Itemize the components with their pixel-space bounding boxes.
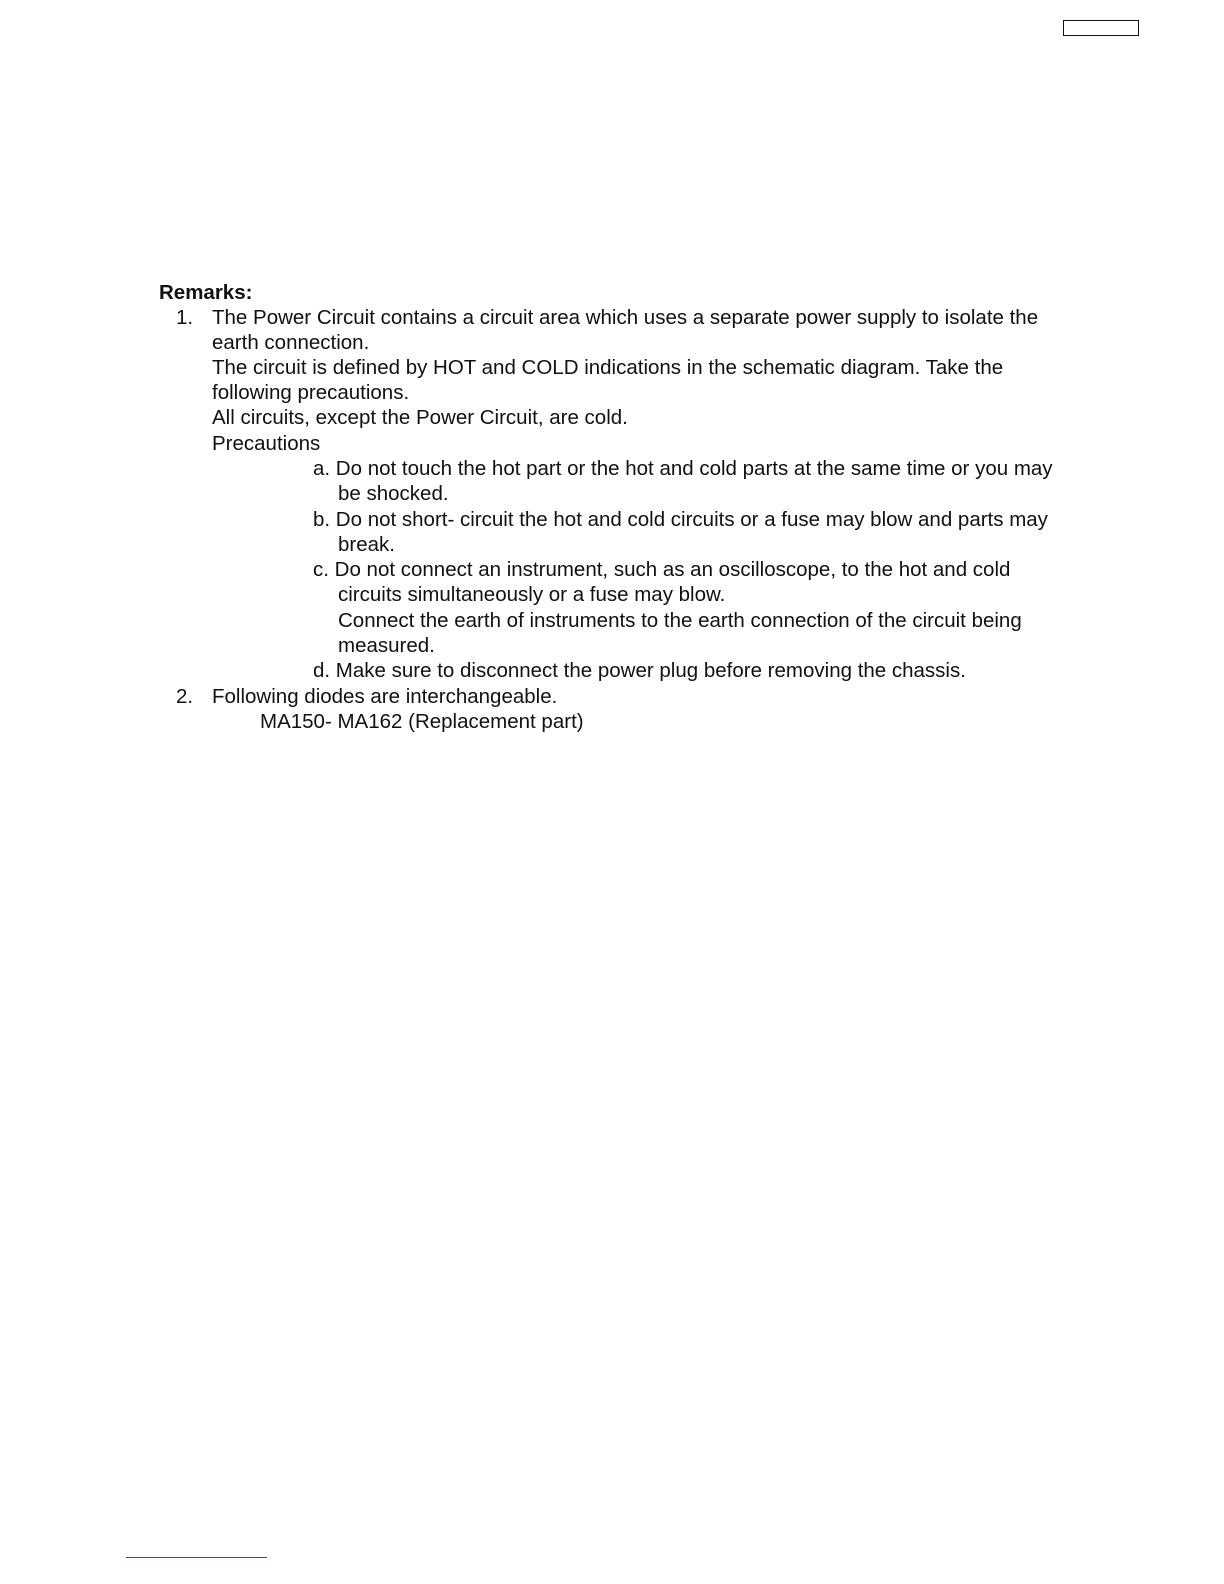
precaution-d-line1: d. Make sure to disconnect the power plug before removing the chassis. [313, 659, 966, 682]
remarks-heading: Remarks: [159, 281, 253, 304]
item2-line1: Following diodes are interchangeable. [212, 685, 558, 708]
precaution-a-line1: a. Do not touch the hot part or the hot and cold parts at the same time or you may [313, 457, 1053, 480]
precaution-c-line1: c. Do not connect an instrument, such as an oscilloscope, to the hot and cold [313, 558, 1011, 581]
precaution-c-line2: circuits simultaneously or a fuse may blow. [338, 583, 726, 606]
item1-line1: The Power Circuit contains a circuit area which uses a separate power supply to isolate the [212, 306, 1039, 329]
item1-number: 1. [176, 306, 194, 329]
item2-number: 2. [176, 685, 194, 708]
item1-line5: All circuits, except the Power Circuit, are cold. [212, 406, 628, 429]
precaution-c-line4: measured. [338, 634, 435, 657]
precaution-a-line2: be shocked. [338, 482, 449, 505]
precautions-label: Precautions [212, 432, 321, 455]
item1-line4: following precautions. [212, 381, 410, 404]
item1-line2: earth connection. [212, 331, 370, 354]
precaution-b-line1: b. Do not short- circuit the hot and cold circuits or a fuse may blow and parts may [313, 508, 1048, 531]
precaution-b-line2: break. [338, 533, 395, 556]
header-box [1063, 20, 1139, 36]
item1-line3: The circuit is defined by HOT and COLD indications in the schematic diagram. Take the [212, 356, 1004, 379]
item2-line2: MA150- MA162 (Replacement part) [260, 710, 584, 733]
precaution-c-line3: Connect the earth of instruments to the earth connection of the circuit being [338, 609, 1022, 632]
footer-rule [126, 1557, 267, 1558]
